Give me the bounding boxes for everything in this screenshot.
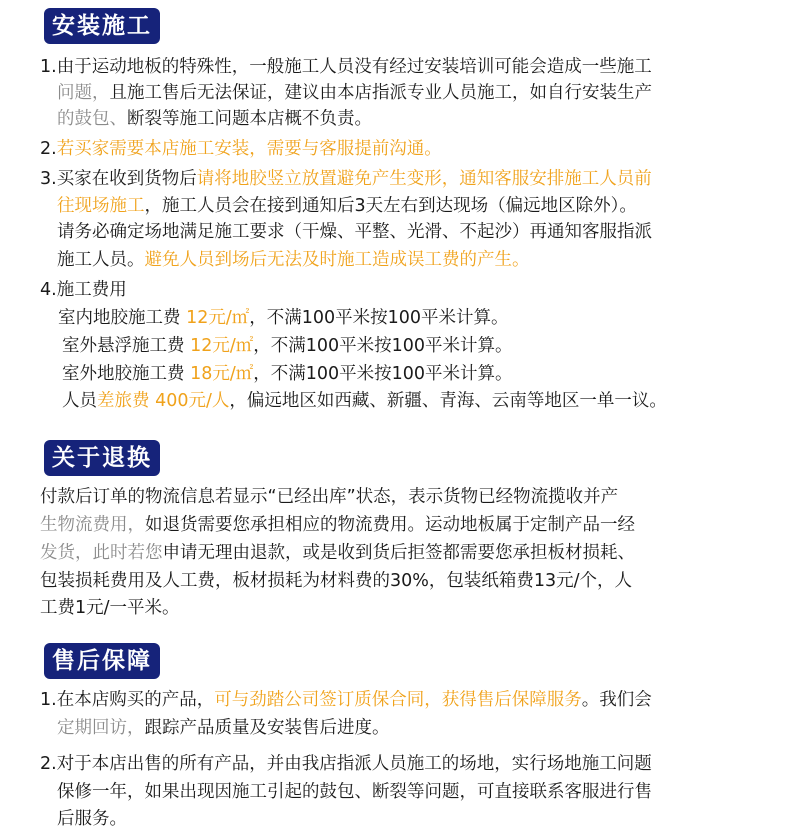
text-segment: 。我们会 [581,690,652,710]
text-segment: 发货，此时若您 [40,543,163,563]
install-line-1 [40,55,652,79]
fee-outdoor-floor [62,362,513,386]
text-segment: 若买家需要本店施工安装，需要与客服提前沟通。 [56,139,442,159]
text-segment: 2.对于本店出售的所有产品，并由我店指派人员施工的场地，实行场地施工问题 [40,754,652,774]
text-segment: 问题， [57,83,110,103]
aftersales-line-3 [40,752,652,776]
install-line-8 [57,248,530,272]
text-segment: 请务必确定场地满足施工要求（干燥、平整、光滑、不起沙）再通知客服指派 [57,222,652,242]
install-line-2 [57,81,652,105]
text-segment: 后服务。 [57,809,127,829]
text-segment: 申请无理由退款，或是收到货后拒签都需要您承担板材损耗、 [162,543,635,563]
text-segment: ，不满100平米按100平米计算。 [253,364,513,384]
install-line-7 [57,220,652,244]
text-segment: 2. [40,139,57,159]
text-segment: 包装损耗费用及人工费，板材损耗为材料费的30%，包装纸箱费13元/个，人 [40,571,633,591]
text-segment: 如退货需要您承担相应的物流费用。运动地板属于定制产品一经 [145,515,635,535]
text-segment: 保修一年，如果出现因施工引起的鼓包、断裂等问题，可直接联系客服进行售 [57,782,652,802]
text-segment: 室外地胶施工费 [62,364,191,384]
returns-line-1 [40,485,618,509]
text-segment: 断裂等施工问题本店概不负责。 [127,109,372,129]
text-segment: ，不满100平米按100平米计算。 [249,308,509,328]
fee-outdoor-suspended [62,334,513,358]
text-segment: 工费1元/一平米。 [40,598,180,618]
text-segment: 4.施工费用 [40,280,127,300]
install-line-4 [40,137,442,161]
text-segment: 可与劲踏公司签订质保合同，获得售后保障服务 [214,690,582,710]
install-fee-heading [40,278,127,302]
text-segment: 定期回访， [57,718,145,738]
text-segment: 3.买家在收到货物后 [40,169,197,189]
text-segment: 避免人员到场后无法及时施工造成误工费的产生。 [144,250,530,270]
text-segment: 跟踪产品质量及安装售后进度。 [144,718,390,738]
text-segment: 生物流费用， [40,515,145,535]
aftersales-line-1 [40,688,652,712]
install-line-6 [57,194,637,218]
section-title-returns: 关于退换 [44,440,160,476]
aftersales-line-2 [57,716,390,740]
returns-line-5 [40,596,180,620]
text-segment: 室内地胶施工费 [58,308,187,328]
text-segment: 往现场施工 [57,196,145,216]
text-segment: 请将地胶竖立放置避免产生变形，通知客服安排施工人员前 [196,169,652,189]
text-segment: 1.在本店购买的产品， [40,690,215,710]
text-segment: 且施工售后无法保证，建议由本店指派专业人员施工，如自行安装生产 [109,83,652,103]
text-segment: ，施工人员会在接到通知后3天左右到达现场（偏远地区除外）。 [144,196,637,216]
text-segment: 12元/㎡ [186,308,250,328]
text-segment: 付款后订单的物流信息若显示“已经出库”状态，表示货物已经物流揽收并产 [40,487,619,507]
text-segment: ，不满100平米按100平米计算。 [253,336,513,356]
fee-indoor [58,306,509,330]
returns-line-2 [40,513,635,537]
install-line-5 [40,167,652,191]
text-segment: 人员 [62,391,97,411]
aftersales-line-5 [57,807,127,831]
text-segment: 差旅费 400元/人 [97,391,230,411]
fee-travel [62,389,667,413]
text-segment: ，偏远地区如西藏、新疆、青海、云南等地区一单一议。 [229,391,667,411]
text-segment: 18元/㎡ [190,364,254,384]
section-title-aftersales: 售后保障 [44,643,160,679]
text-segment: 1.由于运动地板的特殊性，一般施工人员没有经过安装培训可能会造成一些施工 [40,57,652,77]
text-segment: 室外悬浮施工费 [62,336,191,356]
text-segment: 12元/㎡ [190,336,254,356]
section-title-install: 安装施工 [44,8,160,44]
aftersales-line-4 [57,780,652,804]
text-segment: 施工人员。 [57,250,145,270]
install-line-3 [57,107,372,131]
returns-line-4 [40,569,632,593]
text-segment: 的鼓包、 [57,109,127,129]
returns-line-3 [40,541,635,565]
